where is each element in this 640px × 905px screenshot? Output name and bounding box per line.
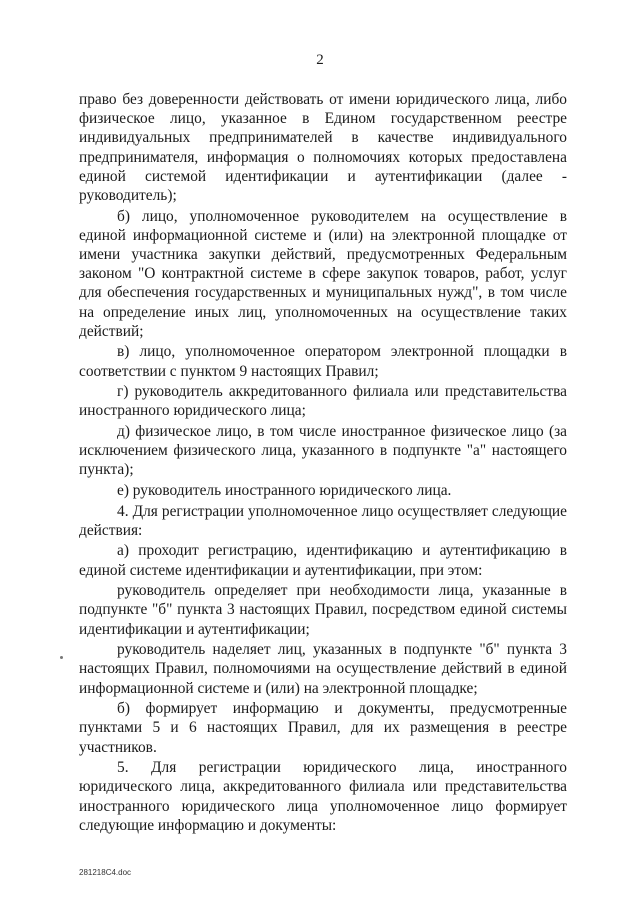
paragraph-1: право без доверенности действовать от имени юридического лица, либо физическое лицо, указанное в Едином государственном реестре индивидуальных предпринимателей в качестве индивидуального предпринимателя, информация о полномочиях которых предоставлена единой системой идентификации и аутентификации (далее - руководитель);: [79, 91, 567, 205]
paragraph-7: 4. Для регистрации уполномоченное лицо осуществляет следующие действия:: [79, 502, 567, 539]
margin-mark: [60, 656, 63, 659]
document-body: [79, 90, 567, 836]
footer-filename: 281218C4.doc: [79, 868, 132, 877]
paragraph-4: г) руководитель аккредитованного филиала или представительства иностранного юридического лица;: [79, 383, 567, 420]
paragraph-3: в) лицо, уполномоченное оператором электронной площадки в соответствии с пунктом 9 настоящих Правил;: [79, 343, 567, 380]
paragraph-2: б) лицо, уполномоченное руководителем на осуществление в единой информационной системе и (или) на электронной площадке от имени участника закупки действий, предусмотренных Федеральным законом "О контрактной системе в сфере закупок товаров, работ, услуг для обеспечения государственных и муниципальных нужд", в том числе на определение иных лиц, уполномоченных на осуществление таких действий;: [79, 207, 567, 340]
paragraph-9: руководитель определяет при необходимости лица, указанные в подпункте "б" пункта 3 настоящих Правил, посредством единой системы идентификации и аутентификации;: [79, 582, 567, 638]
paragraph-10: руководитель наделяет лиц, указанных в подпункте "б" пункта 3 настоящих Правил, полномочиями на осуществление действий в единой информационной системе и (или) на электронной площадке;: [79, 641, 567, 697]
page-number: 2: [316, 52, 324, 68]
paragraph-6: е) руководитель иностранного юридического лица.: [117, 482, 452, 500]
paragraph-11: б) формирует информацию и документы, предусмотренные пунктами 5 и 6 настоящих Правил, для их размещения в реестре участников.: [79, 700, 567, 756]
paragraph-5: д) физическое лицо, в том числе иностранное физическое лицо (за исключением физического лица, указанного в подпункте "а" настоящего пункта);: [79, 423, 567, 479]
paragraph-8: а) проходит регистрацию, идентификацию и аутентификацию в единой системе идентификации и аутентификации, при этом:: [79, 542, 567, 579]
paragraph-12: 5. Для регистрации юридического лица, иностранного юридического лица, аккредитованного филиала или представительства иностранного юридического лица уполномоченное лицо формирует следующие информацию и документы:: [79, 759, 567, 834]
